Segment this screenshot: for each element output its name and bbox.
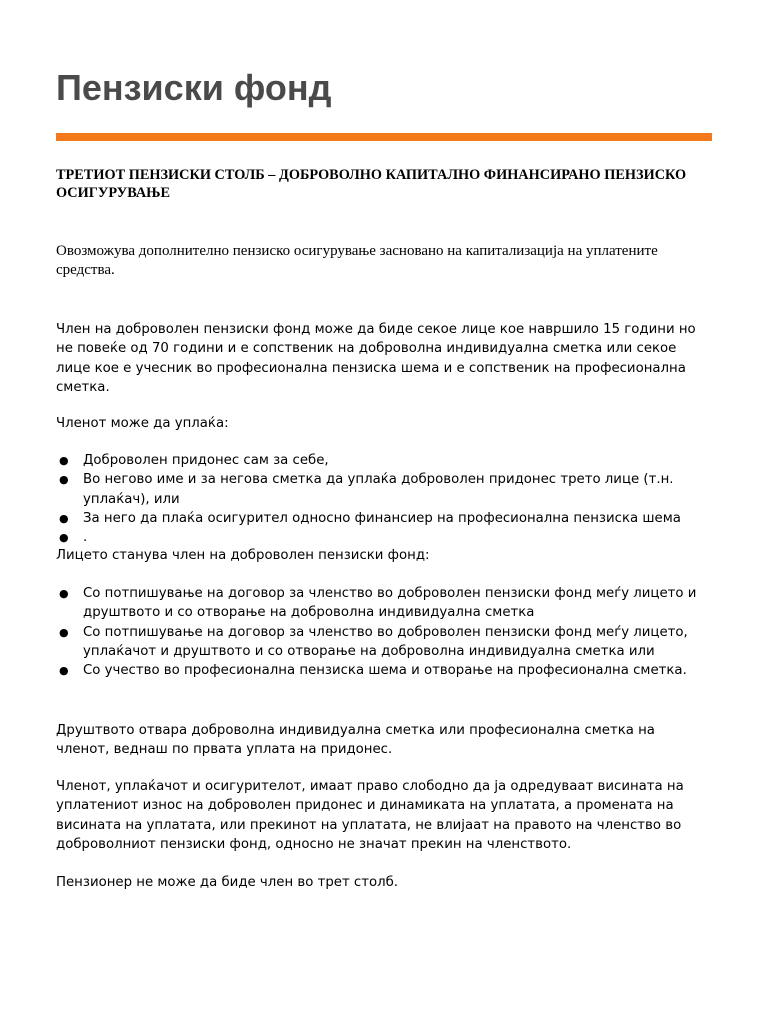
title-underline-rule [56, 133, 712, 141]
society-paragraph: Друштвото отвара доброволна индивидуална сметка или професионална сметка на членот, веднаш по првата уплата на придонес. [56, 723, 655, 758]
pensioner-paragraph: Пензионер не може да биде член во трет столб. [56, 875, 399, 890]
list-item [56, 528, 712, 547]
list-item-text: Со учество во професионална пензиска шема и отворање на професионална сметка. [83, 663, 687, 679]
list-item-text: Доброволен придонес сам за себе, [83, 453, 329, 468]
list-item [56, 509, 712, 528]
bullet-icon: ● [59, 531, 69, 545]
section-heading: ТРЕТИОТ ПЕНЗИСКИ СТОЛБ – ДОБРОВОЛНО КАПИТАЛНО ФИНАНСИРАНО ПЕНЗИСКО ОСИГУРУВАЊЕ [56, 167, 687, 201]
bullet-icon: ● [59, 511, 69, 525]
membership-ways-list [56, 584, 712, 680]
list-item [56, 584, 712, 623]
becomes-member-paragraph: Лицето станува член на доброволен пензиски фонд: [56, 548, 430, 563]
list-item [56, 661, 712, 680]
bullet-icon: ● [59, 454, 69, 467]
bullet-icon: ● [59, 625, 69, 639]
list-item [56, 623, 712, 662]
payment-options-list [56, 451, 712, 547]
bullet-icon: ● [59, 473, 69, 487]
page-title: Пензиски фонд [56, 67, 332, 108]
list-item [56, 470, 712, 509]
bullet-icon: ● [59, 587, 69, 600]
can-pay-paragraph: Членот може да уплаќа: [56, 416, 229, 431]
list-item-text: За него да плаќа осигурител односно финансиер на професионална пензиска шема [83, 510, 681, 526]
list-item-text: Во негово име и за негова сметка да уплаќа доброволен придонес трето лице (т.н. уплаќач), или [83, 472, 674, 507]
rights-paragraph: Членот, уплаќачот и осигурителот, имаат право слободно да ја одредуваат висината на уплатениот износ на доброволен придонес и динамиката на уплатата, а промената на висината на уплатата, или прекинот на уплатата, не влијаат на правото на членство во доброволниот пензиски фонд, односно не значат прекин на членството. [56, 779, 684, 852]
list-item-text: Со потпишување на договор за членство во доброволен пензиски фонд меѓу лицето, уплаќачот и друштвото и со отворање на доброволна индивидуална сметка или [83, 624, 688, 659]
list-item-text: Со потпишување на договор за членство во доброволен пензиски фонд меѓу лицето и друштвото и со отворање на доброволна индивидуална сметка [83, 586, 697, 621]
bullet-icon: ● [59, 664, 69, 678]
list-item [56, 451, 712, 470]
list-item-text: . [83, 530, 88, 546]
intro-paragraph: Овозможува дополнително пензиско осигурување засновано на капитализација на уплатените средства. [56, 243, 658, 278]
membership-paragraph: Член на доброволен пензиски фонд може да биде секое лице кое навршило 15 години но не повеќе од 70 години и е сопственик на доброволна индивидуална сметка или секое лице кое е учесник во професионална пензиска шема и е сопственик на професионална сметка. [56, 322, 696, 395]
